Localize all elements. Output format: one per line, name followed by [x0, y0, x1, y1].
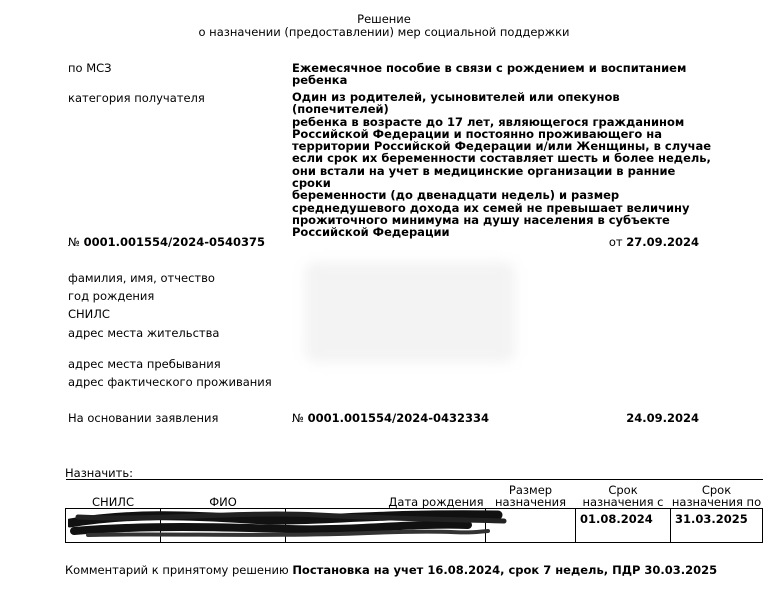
- decision-date-prefix: от: [608, 235, 623, 249]
- category-line: они встали на учет в медицинские организации в ранние сроки: [292, 163, 676, 191]
- msz-value-line: Ежемесячное пособие в связи с рождением и воспитанием: [292, 61, 687, 75]
- category-label: категория получателя: [68, 91, 205, 105]
- from-cell: 01.08.2024: [576, 509, 671, 543]
- col-from-header-line: назначения с: [582, 495, 664, 509]
- decision-number: [68, 235, 265, 250]
- application-number-prefix: №: [292, 411, 304, 425]
- redacted-personal-data: [305, 262, 515, 362]
- category-line: Российской Федерации и постоянно проживающего на: [292, 126, 662, 141]
- snils-label: СНИЛС: [68, 307, 110, 321]
- msz-label: по МСЗ: [68, 61, 112, 75]
- col-from-header-line: Срок: [608, 483, 638, 497]
- col-to-header: [671, 480, 763, 509]
- col-to-header-line: назначения по: [671, 495, 762, 509]
- category-line: Российской Федерации: [292, 225, 450, 240]
- col-from-header: [576, 480, 671, 509]
- col-to-header-line: Срок: [701, 483, 732, 497]
- category-line: Один из родителей, усыновителей или опекунов (попечителей): [292, 90, 620, 117]
- col-fio-header: ФИО: [161, 480, 286, 509]
- document-title: Решение: [357, 12, 411, 26]
- comment-text: Постановка на учет 16.08.2024, срок 7 недель, ПДР 30.03.2025: [292, 563, 718, 577]
- category-line: ребенка в возрасте до 17 лет, являющегося гражданином: [292, 114, 685, 129]
- birth-year-label: год рождения: [68, 289, 155, 303]
- decision-number-prefix: №: [68, 235, 80, 249]
- category-line: среднедушевого дохода их семей не превышает величину: [292, 200, 690, 215]
- col-amount-header-line: назначения: [494, 495, 567, 509]
- col-birth-header: Дата рождения: [286, 480, 486, 509]
- category-line: беременности (до двенадцати недель) и размер: [292, 188, 620, 203]
- category-value: [292, 91, 712, 239]
- decision-date: [609, 235, 699, 250]
- category-line: прожиточного минимума на душу населения в субъекте: [292, 212, 670, 227]
- application-number: [292, 411, 489, 426]
- document-subtitle: о назначении (предоставлении) мер социальной поддержки: [198, 25, 570, 39]
- to-cell: 31.03.2025: [671, 509, 763, 543]
- category-line: если срок их беременности составляет шесть и более недель,: [292, 151, 711, 166]
- residence-label: адрес места жительства: [68, 326, 220, 340]
- stay-address-label: адрес места пребывания: [68, 357, 221, 371]
- col-amount-header-line: Размер: [508, 483, 553, 497]
- decision-number-value: 0001.001554/2024-0540375: [83, 235, 266, 249]
- application-date: 24.09.2024: [626, 411, 699, 425]
- msz-value: [292, 62, 712, 87]
- actual-address-label: адрес фактического проживания: [68, 375, 272, 389]
- col-snils-header: СНИЛС: [66, 480, 161, 509]
- fio-label: фамилия, имя, отчество: [68, 271, 215, 285]
- redaction-scribble: [68, 505, 508, 541]
- application-number-value: 0001.001554/2024-0432334: [307, 411, 490, 425]
- msz-value-line: ребенка: [292, 73, 348, 88]
- application-label: На основании заявления: [68, 411, 219, 425]
- category-line: территории Российской Федерации и/или Женщины, в случае: [292, 139, 712, 154]
- assign-label: Назначить:: [65, 466, 133, 480]
- comment-label: Комментарий к принятому решению: [65, 563, 289, 577]
- decision-date-value: 27.09.2024: [626, 235, 699, 249]
- comment: [65, 563, 717, 578]
